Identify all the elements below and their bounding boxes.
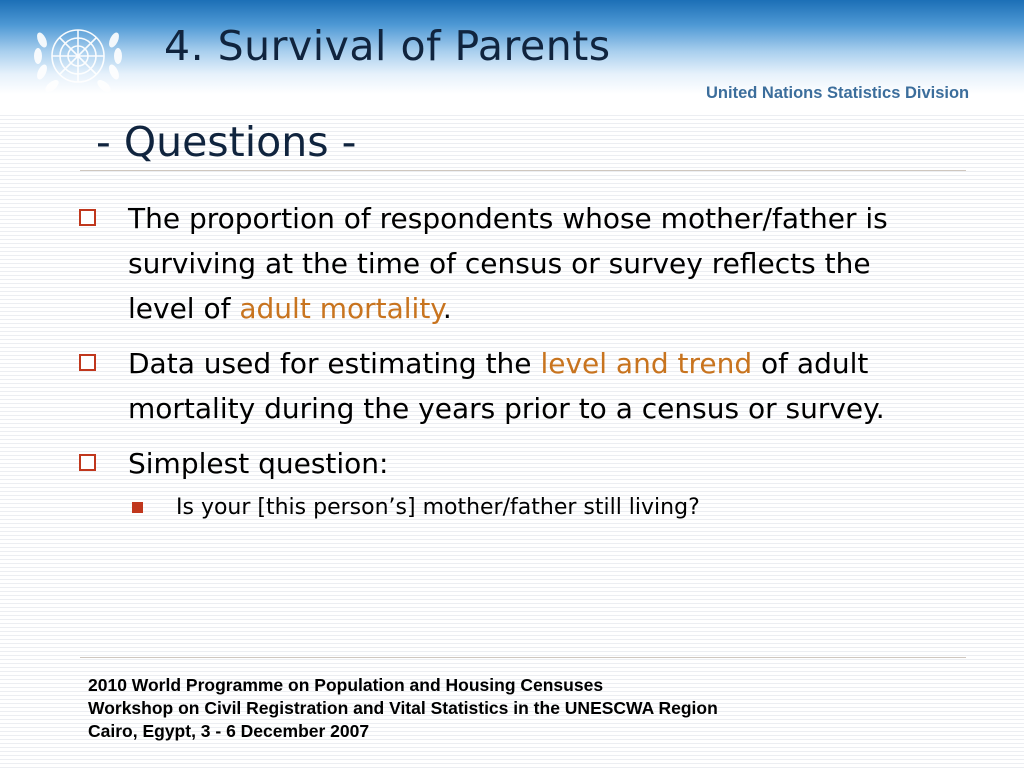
bullet-text-part: . — [442, 292, 452, 325]
footer-line-3: Cairo, Egypt, 3 - 6 December 2007 — [88, 721, 370, 741]
un-emblem-logo — [28, 16, 128, 100]
top-divider — [80, 170, 966, 171]
bottom-divider — [80, 657, 966, 658]
bullet-text-2 — [128, 347, 885, 425]
highlighted-phrase: level and trend — [540, 347, 753, 380]
bullet-item — [72, 196, 932, 331]
hollow-square-bullet-icon — [79, 354, 96, 371]
bullet-item — [72, 441, 932, 486]
hollow-square-bullet-icon — [79, 209, 96, 226]
highlighted-phrase: adult mortality — [239, 292, 443, 325]
sub-bullet-text: Is your [this person’s] mother/father still living? — [176, 495, 700, 520]
bullet-list — [72, 196, 932, 526]
bullet-text-part: The proportion of respondents whose mother/father is surviving at the time of census or survey reflects the level of — [128, 202, 888, 325]
slide-title: 4. Survival of Parents — [164, 22, 611, 70]
footer-line-1: 2010 World Programme on Population and Housing Censuses — [88, 675, 604, 695]
slide-header — [0, 0, 1024, 112]
sub-bullet-item — [176, 490, 932, 526]
filled-square-bullet-icon — [132, 502, 143, 513]
hollow-square-bullet-icon — [79, 454, 96, 471]
bullet-text-3: Simplest question: — [128, 447, 389, 480]
bullet-item — [72, 341, 932, 431]
organization-name: United Nations Statistics Division — [706, 84, 970, 102]
slide-subtitle: - Questions - — [96, 118, 357, 166]
footer-line-2: Workshop on Civil Registration and Vital Statistics in the UNESCWA Region — [88, 698, 718, 718]
bullet-text-part: of adult mortality during the years prior to a census or survey. — [128, 347, 885, 425]
slide-footer — [88, 674, 718, 743]
bullet-text-1 — [128, 202, 888, 325]
bullet-text-part: Data used for estimating the — [128, 347, 541, 380]
